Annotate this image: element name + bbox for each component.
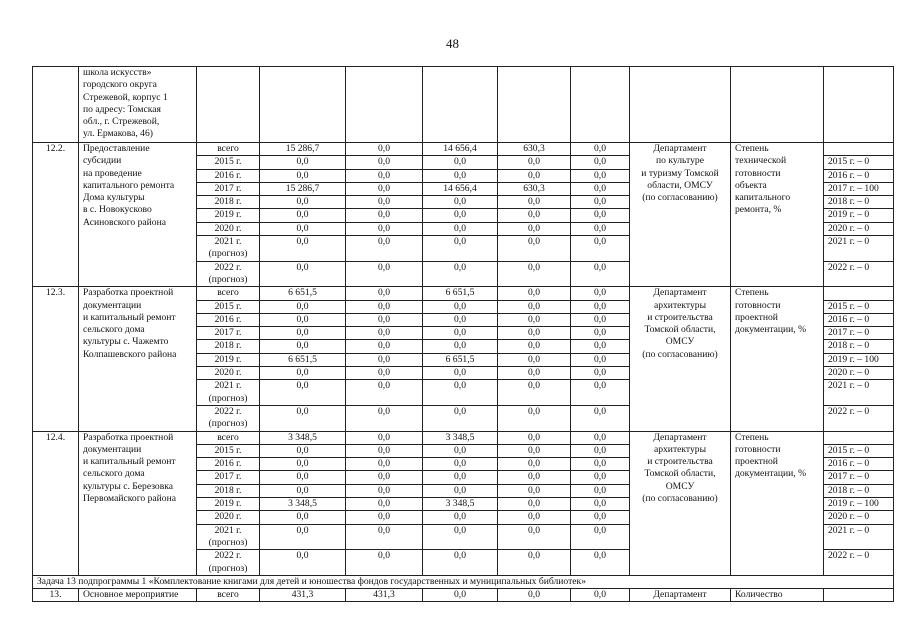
target-value-cell: 2016 г. – 0 (824, 169, 894, 182)
task-title-cell: Задача 13 подпрограммы 1 «Комплектование книгами для детей и юношества фондов государственных и муниципальных библиотек» (33, 575, 894, 588)
empty-cell (423, 67, 498, 143)
description-cell-line: культуры с. Березовка (83, 480, 174, 492)
department-cell-line: (по согласованию) (642, 348, 718, 360)
value-cell: 0,0 (498, 471, 571, 484)
total-cell: 0,0 (260, 327, 346, 340)
description-cell (79, 67, 197, 143)
value-cell: 0,0 (571, 182, 630, 195)
target-value-cell: 2018 г. – 0 (824, 196, 894, 209)
total-cell: 0,0 (260, 380, 346, 406)
indicator-cell: Количество (731, 589, 824, 602)
target-value-cell: 2022 г. – 0 (824, 405, 894, 431)
year-cell: всего (197, 287, 260, 300)
value-cell: 0,0 (423, 524, 498, 550)
target-value-cell (824, 287, 894, 300)
target-value-cell: 2017 г. – 100 (824, 182, 894, 195)
value-cell: 0,0 (571, 444, 630, 457)
value-cell: 0,0 (346, 458, 423, 471)
row-number-cell (33, 67, 79, 143)
value-cell: 0,0 (346, 340, 423, 353)
target-value-cell: 2018 г. – 0 (824, 340, 894, 353)
description-cell-line: Стрежевой, корпус 1 (83, 91, 168, 103)
value-cell: 0,0 (346, 182, 423, 195)
value-cell: 0,0 (498, 236, 571, 262)
value-cell: 0,0 (498, 209, 571, 222)
value-cell: 0,0 (346, 143, 423, 156)
target-value-cell: 2021 г. – 0 (824, 524, 894, 550)
value-cell: 0,0 (498, 340, 571, 353)
value-cell: 0,0 (346, 236, 423, 262)
value-cell: 0,0 (346, 444, 423, 457)
value-cell: 0,0 (498, 222, 571, 235)
description-cell-line: Предоставление (83, 143, 150, 154)
value-cell: 0,0 (571, 380, 630, 406)
value-cell: 0,0 (346, 550, 423, 576)
department-cell-line: и туризму Томской (641, 167, 719, 179)
description-cell-line: Дома культуры (83, 192, 145, 204)
value-cell: 0,0 (498, 444, 571, 457)
indicator-cell-line: технической (735, 155, 787, 167)
department-cell (630, 431, 731, 575)
value-cell: 14 656,4 (423, 182, 498, 195)
value-cell: 0,0 (498, 405, 571, 431)
value-cell: 0,0 (346, 367, 423, 380)
total-cell: 3 348,5 (260, 431, 346, 444)
value-cell: 0,0 (423, 550, 498, 576)
value-cell: 0,0 (571, 313, 630, 326)
description-cell (79, 143, 197, 287)
empty-cell (197, 67, 260, 143)
year-cell: 2015 г. (197, 444, 260, 457)
row-number-cell: 13. (33, 589, 79, 602)
description-cell-line: сельского дома (83, 468, 145, 480)
indicator-cell-line: проектной (735, 311, 778, 323)
year-cell: 2015 г. (197, 156, 260, 169)
indicator-cell-line: документации, % (735, 468, 807, 480)
department-cell-line: Томской области, (644, 468, 716, 480)
total-cell: 0,0 (260, 156, 346, 169)
empty-cell (824, 67, 894, 143)
department-cell (630, 143, 731, 287)
total-cell: 6 651,5 (260, 353, 346, 366)
value-cell: 0,0 (346, 261, 423, 287)
value-cell: 0,0 (346, 327, 423, 340)
value-cell: 0,0 (423, 511, 498, 524)
year-cell: 2021 г. (прогноз) (197, 524, 260, 550)
department-cell-line: области, ОМСУ (647, 179, 713, 191)
value-cell: 0,0 (498, 169, 571, 182)
target-value-cell: 2017 г. – 0 (824, 471, 894, 484)
table-row (33, 575, 894, 588)
indicator-cell (731, 287, 824, 431)
value-cell: 431,3 (346, 589, 423, 602)
value-cell: 0,0 (498, 353, 571, 366)
target-value-cell: 2020 г. – 0 (824, 511, 894, 524)
value-cell: 0,0 (423, 340, 498, 353)
value-cell: 0,0 (346, 405, 423, 431)
value-cell: 0,0 (346, 484, 423, 497)
value-cell: 0,0 (423, 222, 498, 235)
value-cell: 0,0 (423, 209, 498, 222)
value-cell: 0,0 (571, 222, 630, 235)
value-cell: 0,0 (498, 498, 571, 511)
target-value-cell: 2021 г. – 0 (824, 236, 894, 262)
value-cell: 0,0 (498, 458, 571, 471)
total-cell: 0,0 (260, 524, 346, 550)
year-cell: 2018 г. (197, 484, 260, 497)
value-cell: 0,0 (498, 511, 571, 524)
total-cell: 0,0 (260, 209, 346, 222)
year-cell: 2018 г. (197, 340, 260, 353)
value-cell: 0,0 (346, 196, 423, 209)
value-cell: 0,0 (346, 498, 423, 511)
value-cell: 0,0 (571, 367, 630, 380)
indicator-cell-line: готовности (735, 443, 781, 455)
description-cell-line: по адресу: Томская (83, 103, 161, 115)
year-cell: 2016 г. (197, 169, 260, 182)
department-cell: Департамент (630, 589, 731, 602)
description-cell-line: в с. Новокусково (83, 204, 152, 216)
value-cell: 0,0 (571, 550, 630, 576)
value-cell: 0,0 (571, 327, 630, 340)
department-cell-line: и строительства (647, 311, 713, 323)
empty-cell (346, 67, 423, 143)
row-number-cell: 12.3. (33, 287, 79, 431)
value-cell: 630,3 (498, 143, 571, 156)
total-cell: 0,0 (260, 550, 346, 576)
value-cell: 0,0 (423, 313, 498, 326)
value-cell: 0,0 (571, 498, 630, 511)
value-cell: 0,0 (498, 261, 571, 287)
year-cell: 2020 г. (197, 222, 260, 235)
indicator-cell-line: Степень (735, 143, 769, 154)
empty-cell (498, 67, 571, 143)
value-cell: 0,0 (571, 169, 630, 182)
empty-cell (260, 67, 346, 143)
value-cell: 0,0 (498, 524, 571, 550)
value-cell: 0,0 (498, 327, 571, 340)
department-cell-line: архитектуры (653, 443, 707, 455)
value-cell: 0,0 (346, 313, 423, 326)
value-cell: 0,0 (346, 222, 423, 235)
value-cell: 0,0 (571, 353, 630, 366)
value-cell: 0,0 (571, 524, 630, 550)
total-cell: 3 348,5 (260, 498, 346, 511)
department-cell-line: ОМСУ (665, 336, 695, 348)
row-number-cell: 12.4. (33, 431, 79, 575)
value-cell: 0,0 (571, 196, 630, 209)
target-value-cell: 2020 г. – 0 (824, 367, 894, 380)
value-cell: 0,0 (498, 550, 571, 576)
value-cell: 3 348,5 (423, 431, 498, 444)
value-cell: 0,0 (423, 367, 498, 380)
year-cell: 2021 г. (прогноз) (197, 380, 260, 406)
value-cell: 0,0 (423, 236, 498, 262)
target-value-cell: 2015 г. – 0 (824, 300, 894, 313)
department-cell-line: и строительства (647, 456, 713, 468)
page-number: 48 (446, 36, 459, 51)
description-cell-line: ул. Ермакова, 46) (83, 128, 153, 140)
year-cell: 2016 г. (197, 458, 260, 471)
value-cell: 0,0 (498, 156, 571, 169)
description-cell-line: Разработка проектной (83, 287, 174, 299)
target-value-cell: 2015 г. – 0 (824, 444, 894, 457)
value-cell: 0,0 (346, 209, 423, 222)
department-cell-line: Департамент (653, 143, 707, 154)
value-cell: 0,0 (498, 300, 571, 313)
description-cell-line: Разработка проектной (83, 431, 174, 443)
value-cell: 0,0 (498, 367, 571, 380)
value-cell: 0,0 (571, 405, 630, 431)
year-cell: всего (197, 143, 260, 156)
year-cell: 2022 г. (прогноз) (197, 550, 260, 576)
description-cell-line: сельского дома (83, 324, 145, 336)
year-cell: 2015 г. (197, 300, 260, 313)
total-cell: 0,0 (260, 196, 346, 209)
year-cell: 2020 г. (197, 367, 260, 380)
year-cell: всего (197, 589, 260, 602)
value-cell: 0,0 (423, 169, 498, 182)
value-cell: 0,0 (498, 313, 571, 326)
description-cell-line: школа искусств» (83, 67, 152, 78)
department-cell-line: архитектуры (653, 299, 707, 311)
description-cell (79, 431, 197, 575)
department-cell-line: (по согласованию) (642, 493, 718, 505)
total-cell: 0,0 (260, 367, 346, 380)
value-cell: 0,0 (571, 261, 630, 287)
value-cell: 0,0 (571, 484, 630, 497)
value-cell: 0,0 (346, 524, 423, 550)
total-cell: 0,0 (260, 471, 346, 484)
value-cell: 0,0 (498, 431, 571, 444)
year-cell: 2019 г. (197, 209, 260, 222)
value-cell: 0,0 (423, 380, 498, 406)
target-value-cell: 2019 г. – 100 (824, 353, 894, 366)
description-cell-line: субсидии (83, 155, 122, 167)
total-cell: 0,0 (260, 484, 346, 497)
value-cell: 14 656,4 (423, 143, 498, 156)
year-cell: 2019 г. (197, 498, 260, 511)
value-cell: 0,0 (498, 287, 571, 300)
target-value-cell: 2022 г. – 0 (824, 550, 894, 576)
target-value-cell: 2016 г. – 0 (824, 458, 894, 471)
target-value-cell: 2015 г. – 0 (824, 156, 894, 169)
value-cell: 0,0 (498, 380, 571, 406)
year-cell: 2022 г. (прогноз) (197, 405, 260, 431)
indicator-cell-line: Степень (735, 287, 769, 299)
indicator-cell-line: документации, % (735, 324, 807, 336)
department-cell-line: (по согласованию) (642, 192, 718, 204)
value-cell: 0,0 (423, 156, 498, 169)
description-cell-line: Асиновского района (83, 216, 166, 228)
description-cell-line: городского округа (83, 79, 157, 91)
value-cell: 6 651,5 (423, 287, 498, 300)
description-cell-line: и капитальный ремонт (83, 456, 176, 468)
description-cell (79, 287, 197, 431)
value-cell: 0,0 (571, 143, 630, 156)
target-value-cell: 2019 г. – 100 (824, 498, 894, 511)
table-row (33, 67, 894, 143)
value-cell: 0,0 (423, 300, 498, 313)
value-cell: 0,0 (498, 196, 571, 209)
value-cell: 0,0 (571, 431, 630, 444)
empty-cell (630, 67, 731, 143)
total-cell: 0,0 (260, 169, 346, 182)
value-cell: 3 348,5 (423, 498, 498, 511)
row-number-cell: 12.2. (33, 143, 79, 287)
value-cell: 0,0 (571, 209, 630, 222)
value-cell: 0,0 (423, 458, 498, 471)
target-value-cell: 2019 г. – 0 (824, 209, 894, 222)
target-value-cell (824, 431, 894, 444)
value-cell: 0,0 (346, 287, 423, 300)
year-cell: 2022 г. (прогноз) (197, 261, 260, 287)
description-cell-line: на проведение (83, 167, 142, 179)
indicator-cell-line: готовности (735, 167, 781, 179)
value-cell: 0,0 (423, 444, 498, 457)
department-cell-line: ОМСУ (665, 480, 695, 492)
total-cell: 0,0 (260, 313, 346, 326)
value-cell: 0,0 (571, 589, 630, 602)
year-cell: 2017 г. (197, 471, 260, 484)
value-cell: 0,0 (571, 471, 630, 484)
value-cell: 0,0 (571, 340, 630, 353)
value-cell: 0,0 (571, 458, 630, 471)
value-cell: 0,0 (571, 156, 630, 169)
value-cell: 0,0 (423, 484, 498, 497)
value-cell: 0,0 (423, 327, 498, 340)
description-cell-line: Первомайского района (83, 493, 176, 505)
total-cell: 0,0 (260, 458, 346, 471)
indicator-cell-line: проектной (735, 456, 778, 468)
value-cell: 0,0 (346, 511, 423, 524)
department-cell-line: Департамент (653, 287, 707, 299)
table-row (33, 287, 894, 300)
department-cell-line: по культуре (656, 155, 704, 167)
target-value-cell: 2016 г. – 0 (824, 313, 894, 326)
description-cell-line: культуры с. Чажемто (83, 336, 169, 348)
table-row (33, 589, 894, 602)
description-cell-line: документации (83, 299, 142, 311)
indicator-cell-line: ремонта, % (735, 204, 782, 216)
value-cell: 0,0 (346, 353, 423, 366)
total-cell: 0,0 (260, 261, 346, 287)
value-cell: 0,0 (346, 471, 423, 484)
value-cell: 0,0 (423, 261, 498, 287)
value-cell: 0,0 (571, 236, 630, 262)
value-cell: 0,0 (346, 431, 423, 444)
target-value-cell: 2022 г. – 0 (824, 261, 894, 287)
year-cell: 2018 г. (197, 196, 260, 209)
total-cell: 0,0 (260, 340, 346, 353)
total-cell: 6 651,5 (260, 287, 346, 300)
value-cell: 0,0 (498, 484, 571, 497)
table-row (33, 431, 894, 444)
target-value-cell: 2018 г. – 0 (824, 484, 894, 497)
year-cell: 2016 г. (197, 313, 260, 326)
value-cell: 0,0 (571, 287, 630, 300)
description-cell-line: обл., г. Стрежевой, (83, 116, 160, 128)
description-cell-line: документации (83, 443, 142, 455)
indicator-cell-line: Степень (735, 431, 769, 443)
total-cell: 0,0 (260, 444, 346, 457)
total-cell: 15 286,7 (260, 143, 346, 156)
year-cell: 2017 г. (197, 182, 260, 195)
department-cell-line: Департамент (653, 431, 707, 443)
target-value-cell: 2017 г. – 0 (824, 327, 894, 340)
value-cell: 0,0 (346, 169, 423, 182)
total-cell: 0,0 (260, 222, 346, 235)
target-value-cell: 2021 г. – 0 (824, 380, 894, 406)
value-cell: 0,0 (498, 589, 571, 602)
department-cell-line: Томской области, (644, 324, 716, 336)
year-cell: 2019 г. (197, 353, 260, 366)
value-cell: 0,0 (571, 300, 630, 313)
total-cell: 0,0 (260, 405, 346, 431)
total-cell: 0,0 (260, 236, 346, 262)
value-cell: 0,0 (346, 156, 423, 169)
empty-cell (731, 67, 824, 143)
total-cell: 431,3 (260, 589, 346, 602)
description-cell-line: Колпашевского района (83, 348, 177, 360)
program-table (32, 66, 894, 602)
indicator-cell-line: готовности (735, 299, 781, 311)
indicator-cell (731, 431, 824, 575)
empty-cell (571, 67, 630, 143)
indicator-cell-line: объекта (735, 179, 767, 191)
value-cell: 0,0 (423, 471, 498, 484)
value-cell: 0,0 (423, 589, 498, 602)
description-cell-line: капитального ремонта (83, 179, 175, 191)
target-value-cell: 2020 г. – 0 (824, 222, 894, 235)
description-cell-line: и капитальный ремонт (83, 311, 176, 323)
year-cell: 2017 г. (197, 327, 260, 340)
total-cell: 0,0 (260, 511, 346, 524)
indicator-cell-line: капитального (735, 192, 791, 204)
total-cell: 15 286,7 (260, 182, 346, 195)
target-value-cell (824, 143, 894, 156)
value-cell: 0,0 (571, 511, 630, 524)
year-cell: 2020 г. (197, 511, 260, 524)
value-cell: 0,0 (423, 196, 498, 209)
value-cell: 0,0 (346, 300, 423, 313)
target-value-cell (824, 589, 894, 602)
year-cell: всего (197, 431, 260, 444)
value-cell: 0,0 (423, 405, 498, 431)
year-cell: 2021 г. (прогноз) (197, 236, 260, 262)
table-row (33, 143, 894, 156)
department-cell (630, 287, 731, 431)
description-cell: Основное мероприятие (79, 589, 197, 602)
total-cell: 0,0 (260, 300, 346, 313)
indicator-cell (731, 143, 824, 287)
value-cell: 6 651,5 (423, 353, 498, 366)
value-cell: 630,3 (498, 182, 571, 195)
value-cell: 0,0 (346, 380, 423, 406)
